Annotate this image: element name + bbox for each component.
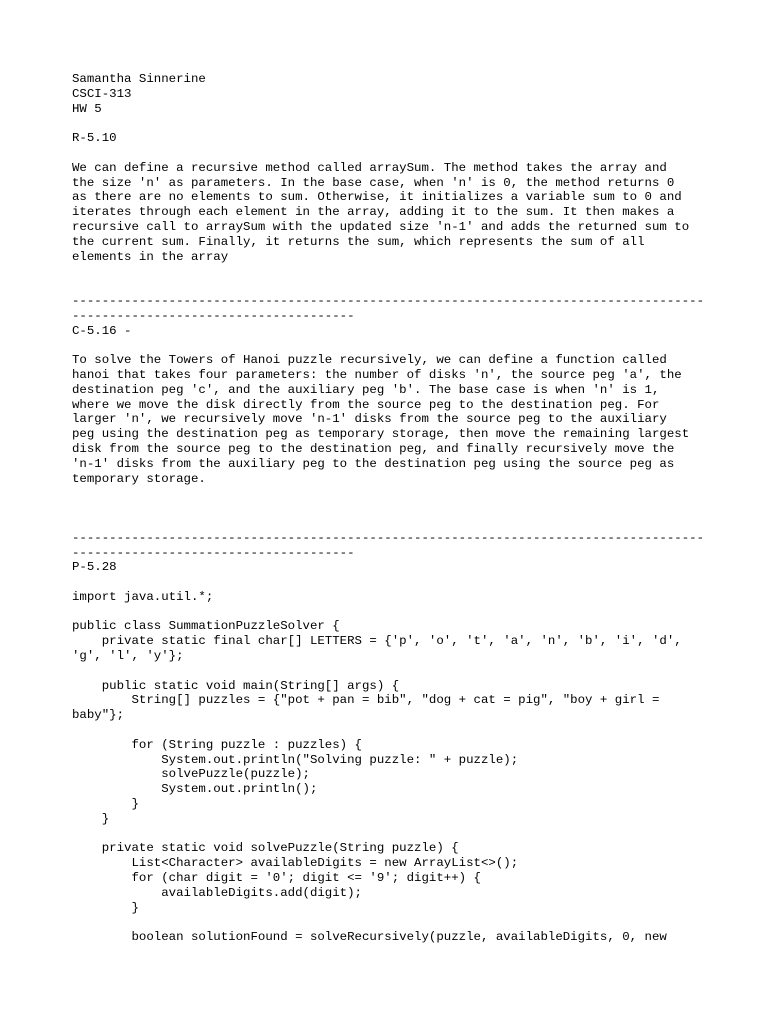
code-line: availableDigits.add(digit);	[72, 885, 362, 900]
code-line: solvePuzzle(puzzle);	[72, 767, 310, 782]
code-line: String[] puzzles = {"pot + pan = bib", "dog + cat = pig", "boy + girl =	[72, 693, 660, 708]
code-line: private static void solvePuzzle(String puzzle) {	[72, 841, 459, 856]
code-block-p528	[72, 590, 712, 945]
assignment-title: HW 5	[72, 101, 102, 116]
paragraph-line: To solve the Towers of Hanoi puzzle recursively, we can define a function called	[72, 353, 667, 368]
paragraph-line: 'n-1' disks from the auxiliary peg to the destination peg using the source peg as	[72, 456, 675, 471]
code-line: private static final char[] LETTERS = {'p', 'o', 't', 'a', 'n', 'b', 'i', 'd',	[72, 634, 682, 649]
separator-line: --------------------------------------	[72, 308, 355, 323]
section-title-c516: C-5.16 -	[72, 323, 132, 338]
separator-line: -------------------------------------------------------------------------------------	[72, 293, 705, 308]
paragraph-line: recursive call to arraySum with the updated size 'n-1' and adds the returned sum to	[72, 219, 690, 234]
paragraph-line: temporary storage.	[72, 471, 206, 486]
code-line	[72, 723, 712, 738]
code-line: public class SummationPuzzleSolver {	[72, 619, 340, 634]
code-line: import java.util.*;	[72, 589, 214, 604]
code-line	[72, 664, 712, 679]
separator-2	[72, 531, 712, 561]
paragraph-line: We can define a recursive method called arraySum. The method takes the array and	[72, 160, 667, 175]
code-line: System.out.println("Solving puzzle: " + puzzle);	[72, 752, 519, 767]
code-line: System.out.println();	[72, 782, 318, 797]
paragraph-line: the current sum. Finally, it returns the sum, which represents the sum of all	[72, 234, 645, 249]
code-line: baby"};	[72, 708, 125, 723]
code-line: public static void main(String[] args) {	[72, 678, 400, 693]
code-line	[72, 915, 712, 930]
paragraph-line: where we move the disk directly from the source peg to the destination peg. For	[72, 397, 660, 412]
section-title-r510: R-5.10	[72, 131, 117, 146]
code-line: for (String puzzle : puzzles) {	[72, 737, 362, 752]
code-line: 'g', 'l', 'y'};	[72, 649, 184, 664]
paragraph-line: peg using the destination peg as temporary storage, then move the remaining largest	[72, 427, 690, 442]
code-line: }	[72, 900, 139, 915]
paragraph-line: as there are no elements to sum. Otherwise, it initializes a variable sum to 0 and	[72, 190, 682, 205]
paragraph-line: disk from the source peg to the destination peg, and finally recursively move the	[72, 441, 675, 456]
paragraph-line: hanoi that takes four parameters: the number of disks 'n', the source peg 'a', the	[72, 367, 682, 382]
code-line: List<Character> availableDigits = new ArrayList<>();	[72, 856, 519, 871]
code-line: }	[72, 811, 110, 826]
code-line	[72, 605, 712, 620]
section-body-c516	[72, 353, 712, 486]
section-body-r510	[72, 161, 712, 265]
section-title-p528: P-5.28	[72, 560, 117, 575]
document-page	[72, 72, 712, 945]
code-line: boolean solutionFound = solveRecursively(puzzle, availableDigits, 0, new	[72, 930, 667, 945]
separator-line: --------------------------------------	[72, 545, 355, 560]
paragraph-line: the size 'n' as parameters. In the base case, when 'n' is 0, the method returns 0	[72, 175, 675, 190]
paragraph-line: larger 'n', we recursively move 'n-1' disks from the source peg to the auxiliary	[72, 412, 667, 427]
code-line	[72, 827, 712, 842]
separator-line: -------------------------------------------------------------------------------------	[72, 530, 705, 545]
paragraph-line: elements in the array	[72, 249, 229, 264]
course-code: CSCI-313	[72, 86, 132, 101]
separator-1	[72, 294, 712, 324]
author-name: Samantha Sinnerine	[72, 72, 206, 86]
code-line: for (char digit = '0'; digit <= '9'; digit++) {	[72, 871, 481, 886]
paragraph-line: destination peg 'c', and the auxiliary peg 'b'. The base case is when 'n' is 1,	[72, 382, 660, 397]
code-line: }	[72, 797, 139, 812]
paragraph-line: iterates through each element in the array, adding it to the sum. It then makes a	[72, 205, 675, 220]
